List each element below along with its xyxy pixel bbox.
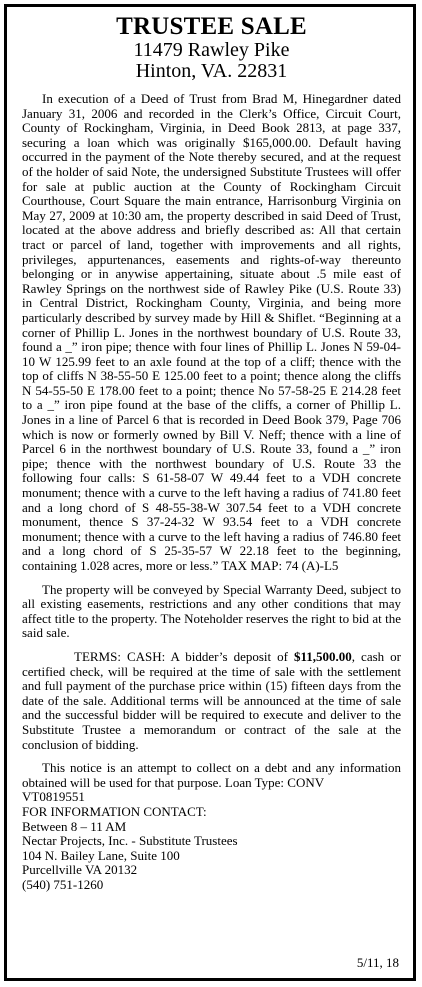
contact-hours: Between 8 – 11 AM bbox=[22, 818, 127, 834]
terms-text-before: TERMS: CASH: A bidder’s deposit of bbox=[74, 648, 294, 664]
contact-company: Nectar Projects, Inc. - Substitute Trustees bbox=[22, 833, 238, 849]
notice-content bbox=[22, 13, 401, 892]
contact-street: 104 N. Bailey Lane, Suite 100 bbox=[22, 847, 180, 863]
loan-number: VT0819551 bbox=[22, 789, 85, 805]
terms-text-after: , cash or certified check, will be required at the time of sale with the settlement and full payment of the purchase price within (15) fifteen days from the date of the sale. Additional terms will be announced at the time of sale and the successful bidder will be required to execute and deliver to the Substitute Trustee a memorandum or contract of the sale at the conclusion of bidding. bbox=[22, 648, 401, 752]
terms-paragraph bbox=[22, 650, 401, 752]
contact-block bbox=[22, 790, 401, 892]
publication-dates: 5/11, 18 bbox=[356, 955, 399, 970]
notice-title: TRUSTEE SALE bbox=[116, 13, 307, 40]
property-city-state-zip: Hinton, VA. 22831 bbox=[135, 60, 288, 82]
legal-notice-box bbox=[4, 4, 416, 981]
deed-of-trust-paragraph: In execution of a Deed of Trust from Brad M, Hinegardner dated January 31, 2006 and recorded in the Clerk’s Office, Circuit Court, County of Rockingham, Virginia, in Deed Book 2813, at page 337, securing a loan which was originally $165,000.00. Default having occurred in the payment of the Note thereby secured, and at the request of the holder of said Note, the undersigned Substitute Trustees will offer for sale at public auction at the County of Rockingham Circuit Courthouse, Court Square the main entrance, Harrisonburg Virginia on May 27, 2009 at 10:30 am, the property described in said Deed of Trust, located at the above address and briefly described as: All that certain tract or parcel of land, together with improvements and all rights, privileges, appurtenances, easements and rights-of-way thereunto belonging or in anywise appertaining, situate about .5 mile east of Rawley Springs on the northwest side of Rawley Pike (U.S. Route 33) in Central District, Rockingham County, Virginia, and being more particularly described by survey made by Hill & Shiflet. “Beginning at a corner of Phillip L. Jones in the northwest boundary of U.S. Route 33, found a _” iron pipe; thence with four lines of Phillip L. Jones N 59-04-10 W 125.99 feet to an axle found at the top of a cliff; thence with the top of cliffs N 38-55-50 E 125.00 feet to a point; thence along the cliffs N 54-55-50 E 178.00 feet to a point; thence No 57-58-25 E 214.28 feet to a _” iron pipe found at the base of the cliffs, a corner of Phillip L. Jones in a line of Parcel 6 that is recorded in Deed Book 379, Page 706 which is now or formerly owned by Bill V. Neff; thence with a line of Parcel 6 in the northwest boundary of U.S. Route 33, found a _” iron pipe; thence with the northwest boundary of U.S. Route 33 the following four calls: S 61-58-07 W 49.44 feet to a VDH concrete monument; thence with a curve to the left having a radius of 741.80 feet and a long chord of S 48-55-38-W 307.54 feet to a VDH concrete monument, thence S 37-24-32 W 93.54 feet to a VDH concrete monument; thence with a curve to the left having a radius of 746.80 feet and a long chord of S 25-35-57 W 22.18 feet to the beginning, containing 1.028 acres, more or less.” TAX MAP: 74 (A)-L5 bbox=[22, 91, 401, 573]
contact-phone: (540) 751-1260 bbox=[22, 876, 104, 892]
property-street-address: 11479 Rawley Pike bbox=[133, 39, 290, 61]
contact-city: Purcellville VA 20132 bbox=[22, 862, 138, 878]
debt-collection-paragraph: This notice is an attempt to collect on a debt and any information obtained will be used for that purpose. Loan Type: CONV bbox=[22, 760, 401, 790]
contact-heading: FOR INFORMATION CONTACT: bbox=[22, 803, 207, 819]
deposit-amount: $11,500.00 bbox=[294, 648, 352, 664]
conveyance-paragraph: The property will be conveyed by Special Warranty Deed, subject to all existing easements, restrictions and any other conditions that may affect title to the property. The Noteholder reserves the right to bid at the said sale. bbox=[22, 581, 401, 641]
